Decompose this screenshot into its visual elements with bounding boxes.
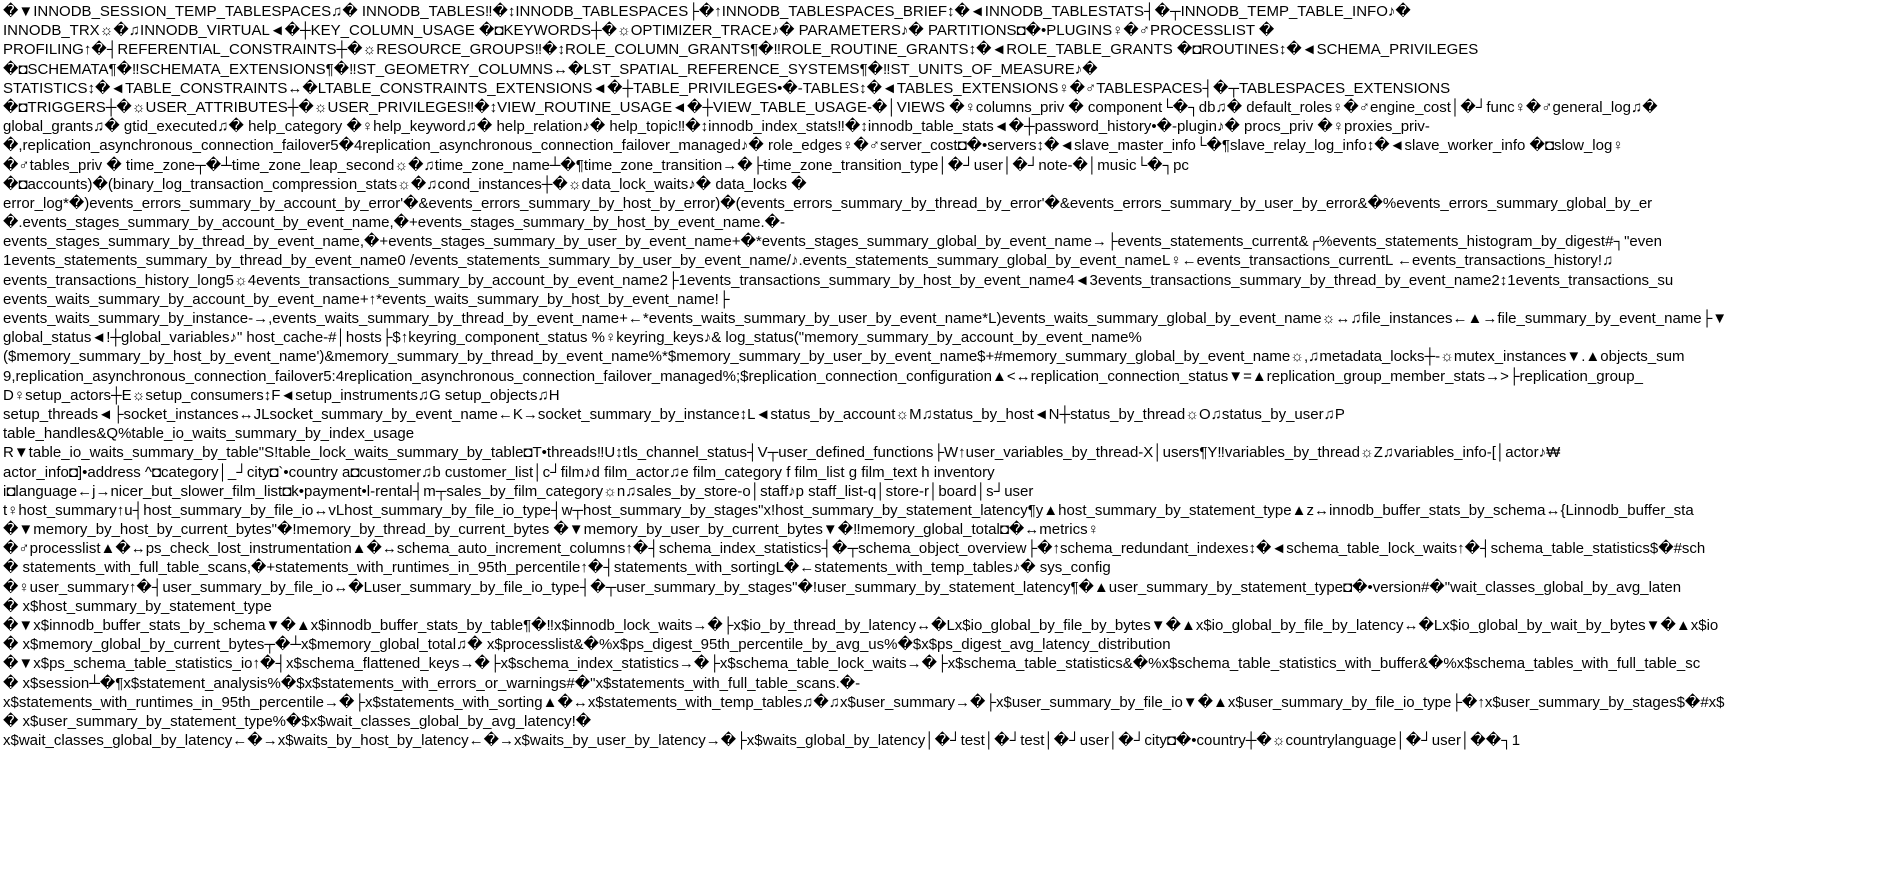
text-line: R▼table_io_waits_summary_by_table"S!table_lock_waits_summary_by_table◘T•threads‼U↕tls_channel_status┤V┬user_defined_functions├W↑user_variables_by_thread-X│users¶Y‼variables_by_thread☼Z♫variables_info-[│actor♪₩ <box>3 444 1561 462</box>
text-line: ($memory_summary_by_host_by_event_name')&memory_summary_by_thread_by_event_name%*$memory_summary_by_user_by_event_name$+#memory_summary_global_by_event_name☼,♫metadata_locks┼-☼mutex_instances▼.▲objects_sum <box>3 348 1685 366</box>
text-line: �▼x$innodb_buffer_stats_by_schema▼�▲x$innodb_buffer_stats_by_table¶�‼x$innodb_lock_waits→�├x$io_by_thread_by_latency↔�Lx$io_global_by_file_by_bytes▼�▲x$io_global_by_file_by_latency↔�Lx$io_global_by_wait_by_bytes▼�▲x$io <box>3 617 1719 634</box>
text-line: PROFILING↑�┤REFERENTIAL_CONSTRAINTS┼�☼RESOURCE_GROUPS‼�↕ROLE_COLUMN_GRANTS¶�‼ROLE_ROUTINE_GRANTS↕�◄ROLE_TABLE_GRANTS �◘ROUTINES↕�◄SCHEMA_PRIVILEGES <box>3 41 1479 59</box>
text-line: events_waits_summary_by_account_by_event_name+↑*events_waits_summary_by_host_by_event_name!├ <box>3 290 730 308</box>
text-line: error_log*�)events_errors_summary_by_account_by_error'�&events_errors_summary_by_host_by_error)�(events_errors_summary_by_thread_by_error'�&events_errors_summary_by_user_by_error&�%events_errors_summary_global_by_er <box>3 194 1653 212</box>
text-line: �◘TRIGGERS┼�☼USER_ATTRIBUTES┼�☼USER_PRIVILEGES‼�↕VIEW_ROUTINE_USAGE◄�┼VIEW_TABLE_USAGE-�│VIEWS �♀columns_priv � component└�┐db♫� default_roles♀�♂engine_cost│�┘func♀�♂general_log♫� <box>3 98 1658 116</box>
text-line: � statements_with_full_table_scans,�+statements_with_runtimes_in_95th_percentile↑�┤statements_with_sortingL�←statements_with_temp_tables♪� sys_config <box>3 559 1111 577</box>
text-line: table_handles&Q%table_io_waits_summary_by_index_usage <box>3 425 415 443</box>
text-line: 1events_statements_summary_by_thread_by_event_name0 /events_statements_summary_by_user_by_event_name/♪.events_statements_summary_global_by_event_nameL♀←events_transactions_currentL ←events_transactions_history!♫ <box>3 252 1614 270</box>
text-line: �♂tables_priv � time_zone┬�┴time_zone_leap_second☼�♫time_zone_name┴�¶time_zone_transition→�├time_zone_transition_type│�┘user│�┘note-�│music└�┐pc <box>3 156 1189 174</box>
text-line: STATISTICS↕�◄TABLE_CONSTRAINTS↔�LTABLE_CONSTRAINTS_EXTENSIONS◄�┼TABLE_PRIVILEGES•�-TABLES↕�◄TABLES_EXTENSIONS♀�♂TABLESPACES┤�┬TABLESPACES_EXTENSIONS <box>3 79 1451 97</box>
text-line: �♂processlist▲�↔ps_check_lost_instrumentation▲�↔schema_auto_increment_columns↑�┤schema_index_statistics┤�┬schema_object_overview├�↑schema_redundant_indexes↕�◄schema_table_lock_waits↑�┤schema_table_statistics$�#sch <box>3 540 1706 558</box>
text-line: �♀user_summary↑�┤user_summary_by_file_io↔�Luser_summary_by_file_io_type┤�┬user_summary_by_stages"�!user_summary_by_statement_latency¶�▲user_summary_by_statement_type◘�•version#�"wait_classes_global_by_avg_laten <box>3 578 1682 596</box>
text-line: events_waits_summary_by_instance-→,events_waits_summary_by_thread_by_event_name+←*events_waits_summary_by_user_by_event_name*L)events_waits_summary_global_by_event_name☼↔♫file_instances←▲→file_summary_by_event_name├▼ <box>3 310 1728 327</box>
text-line: actor_info◘]•address ^◘category│_┘city◘`•country a◘customer♫b customer_list│c┘film♪d film_actor♫e film_category f film_list g film_text h inventory <box>3 463 995 481</box>
text-line: 9,replication_asynchronous_connection_failover5:4replication_asynchronous_connection_failover_managed%;$replication_connection_configuration▲<↔replication_connection_status▼=▲replication_group_member_stats→>├replication_group_ <box>3 367 1643 385</box>
text-line: i◘language←j→nicer_but_slower_film_list◘k•payment•l-rental┤m┬sales_by_film_category☼n♫sales_by_store-o│staff♪p staff_list-q│store-r│board│s┘user <box>3 482 1034 500</box>
text-line: �▼INNODB_SESSION_TEMP_TABLESPACES♫� INNODB_TABLES‼�↕INNODB_TABLESPACES├�↑INNODB_TABLESPACES_BRIEF↕�◄INNODB_TABLESTATS┤�┬INNODB_TEMP_TABLE_INFO♪� <box>3 3 1411 20</box>
text-line: x$statements_with_runtimes_in_95th_percentile→�├x$statements_with_sorting▲�↔x$statements_with_temp_tables♫�♫x$user_summary→�├x$user_summary_by_file_io▼�▲x$user_summary_by_file_io_type├�↑x$user_summary_by_stages$�#x$ <box>3 693 1725 711</box>
text-line: events_transactions_history_long5☼4events_transactions_summary_by_account_by_event_name2├1events_transactions_summary_by_host_by_event_name4◄3events_transactions_summary_by_thread_by_event_name2↕1events_transactions_su <box>3 271 1674 289</box>
text-line: �▼x$ps_schema_table_statistics_io↑�┤x$schema_flattened_keys→�├x$schema_index_statistics→�├x$schema_table_lock_waits→�├x$schema_table_statistics&�%x$schema_table_statistics_with_buffer&�%x$schema_tables_with_full_table_sc <box>3 655 1701 673</box>
text-line: �◘SCHEMATA¶�‼SCHEMATA_EXTENSIONS¶�‼ST_GEOMETRY_COLUMNS↔�LST_SPATIAL_REFERENCE_SYSTEMS¶�‼ST_UNITS_OF_MEASURE♪� <box>3 60 1098 78</box>
text-line: x$wait_classes_global_by_latency←�→x$waits_by_host_by_latency←�→x$waits_by_user_by_latency→�├x$waits_global_by_latency│�┘test│�┘test│�┘user│�┘city◘�•country┼�☼countrylanguage│�┘user│��┐1 <box>3 732 1521 750</box>
text-line: setup_threads◄├socket_instances↔JLsocket_summary_by_event_name←K→socket_summary_by_instance↕L◄status_by_account☼M♫status_by_host◄N┼status_by_thread☼O♫status_by_user♫P <box>3 405 1345 423</box>
text-line: �▼memory_by_host_by_current_bytes"�!memory_by_thread_by_current_bytes �▼memory_by_user_by_current_bytes▼�‼memory_global_total◘�↔metrics♀ <box>3 521 1099 539</box>
text-line: � x$memory_global_by_current_bytes┬�┴x$memory_global_total♫� x$processlist&�%x$ps_digest_95th_percentile_by_avg_us%�$x$ps_digest_avg_latency_distribution <box>3 636 1171 654</box>
text-line: events_stages_summary_by_thread_by_event_name,�+events_stages_summary_by_user_by_event_name+�*events_stages_summary_global_by_event_name→├events_statements_current&┌%events_statements_histogram_by_digest#┐"even <box>3 233 1662 251</box>
text-line: t♀host_summary↑u┤host_summary_by_file_io↔vLhost_summary_by_file_io_type┤w┬host_summary_by_stages"x!host_summary_by_statement_latency¶y▲host_summary_by_statement_type▲z↔innodb_buffer_stats_by_schema↔{Linnodb_buffer_sta <box>3 501 1694 519</box>
text-line: �.events_stages_summary_by_account_by_event_name,�+events_stages_summary_by_host_by_event_name.�- <box>3 214 785 232</box>
text-line: global_status◄!┼global_variables♪" host_cache-#│hosts├$↑keyring_component_status %♀keyring_keys♪& log_status("memory_summary_by_account_by_event_name% <box>3 329 1142 347</box>
text-line: global_grants♫� gtid_executed♫� help_category �♀help_keyword♫� help_relation♪� help_topic‼�↕innodb_index_stats‼�↕innodb_table_stats◄�┼password_history•�-plugin♪� procs_priv �♀proxies_priv- <box>3 118 1430 136</box>
text-line: INNODB_TRX☼�♫INNODB_VIRTUAL◄�┼KEY_COLUMN_USAGE �◘KEYWORDS┼�☼OPTIMIZER_TRACE♪� PARAMETERS♪� PARTITIONS◘�•PLUGINS♀�♂PROCESSLIST � <box>3 22 1275 40</box>
text-line: � x$session┴�¶x$statement_analysis%�$x$statements_with_errors_or_warnings#�"x$statements_with_full_table_scans.�- <box>3 674 861 692</box>
text-line: D♀setup_actors┼E☼setup_consumers↕F◄setup_instruments♫G setup_objects♫H <box>3 386 560 404</box>
text-line: �,replication_asynchronous_connection_failover5�4replication_asynchronous_connection_failover_managed♪� role_edges♀�♂server_cost◘�•servers↕�◄slave_master_info└�¶slave_relay_log_info↕�◄slave_worker_info �◘slow_log♀ <box>3 137 1624 155</box>
text-line: �◘accounts)�(binary_log_transaction_compression_stats☼�♫cond_instances┼�☼data_lock_waits♪� data_locks � <box>3 175 807 193</box>
text-line: � x$user_summary_by_statement_type%�$x$wait_classes_global_by_avg_latency!� <box>3 712 592 730</box>
text-line: � x$host_summary_by_statement_type <box>3 597 272 615</box>
